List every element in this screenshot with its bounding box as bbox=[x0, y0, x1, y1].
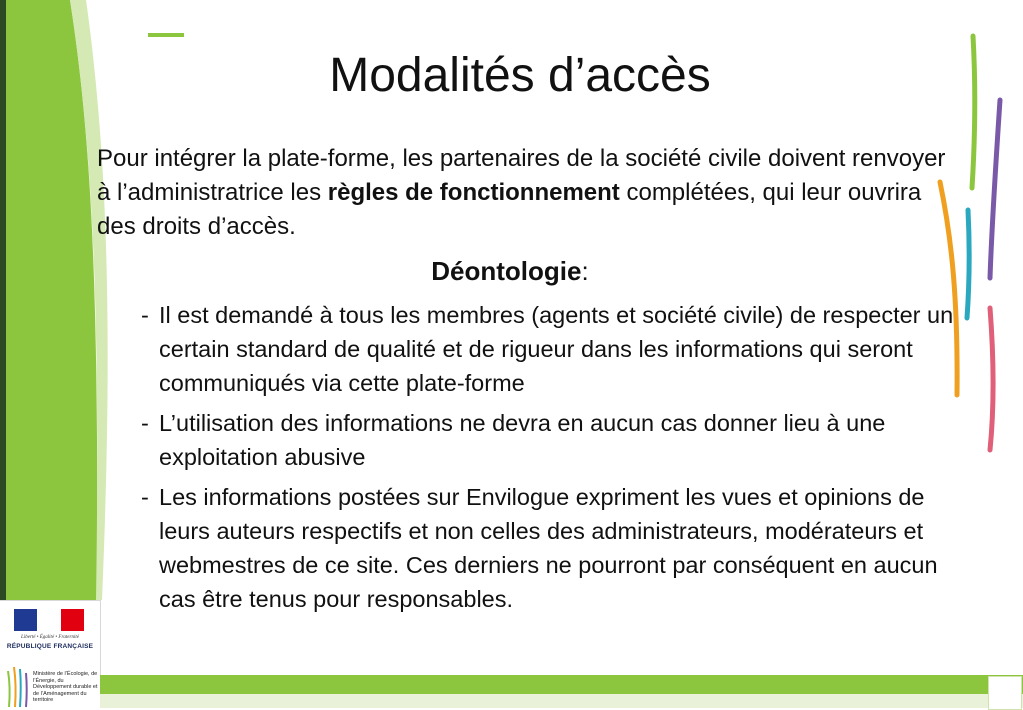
republique-francaise-logo bbox=[0, 600, 101, 657]
intro-paragraph bbox=[97, 142, 947, 244]
ministry-logo bbox=[0, 657, 101, 708]
title-dash-mark bbox=[148, 33, 184, 37]
french-flag-icon bbox=[14, 609, 84, 631]
list-item bbox=[141, 480, 961, 616]
bullet-dash: - bbox=[141, 484, 149, 510]
ministry-stripes-icon bbox=[0, 657, 32, 708]
stripe-purple bbox=[990, 100, 1000, 278]
logo-republic-name: RÉPUBLIQUE FRANÇAISE bbox=[6, 643, 94, 650]
list-item-text: Il est demandé à tous les membres (agents et société civile) de respecter un certain standard de qualité et de rigueur dans les informations qui seront communiqués via cette plate-forme bbox=[159, 302, 954, 396]
bullet-dash: - bbox=[141, 302, 149, 328]
list-item bbox=[141, 406, 961, 474]
intro-bold-text: règles de fonctionnement bbox=[327, 179, 620, 206]
intro-text-end: complétées, qui leur ouvrira des droits d’accès. bbox=[97, 179, 922, 240]
deontology-heading-colon: : bbox=[581, 256, 589, 286]
list-item-text: L’utilisation des informations ne devra en aucun cas donner lieu à une exploitation abusive bbox=[159, 410, 886, 470]
footer-light-band bbox=[100, 694, 1023, 708]
bullet-dash: - bbox=[141, 410, 149, 436]
footer-corner-box bbox=[988, 676, 1022, 710]
stripe-pink bbox=[990, 308, 993, 450]
stripe-teal bbox=[967, 210, 969, 318]
footer-green-band bbox=[100, 675, 1023, 694]
stripe-green bbox=[972, 36, 975, 188]
list-item-text: Les informations postées sur Envilogue expriment les vues et opinions de leurs auteurs respectifs et non celles des administrateurs, modérateurs et webmestres de ce site. Ces derniers ne pourront par conséquent en aucun cas être tenus pour responsables. bbox=[159, 484, 938, 612]
ministry-name: Ministère de l’Écologie, de l’Énergie, du Développement durable et de l’Aménagement du territoire bbox=[33, 671, 98, 704]
logo-motto: Liberté • Égalité • Fraternité bbox=[21, 635, 79, 640]
slide-title: Modalités d’accès bbox=[329, 49, 711, 102]
intro-text-start: Pour intégrer la plate-forme, les partenaires de la société civile doivent renvoyer à l’administratrice les bbox=[97, 145, 946, 206]
deontology-list bbox=[141, 298, 961, 622]
list-item bbox=[141, 298, 961, 400]
deontology-heading-label: Déontologie bbox=[431, 256, 582, 286]
deontology-heading bbox=[380, 253, 640, 289]
